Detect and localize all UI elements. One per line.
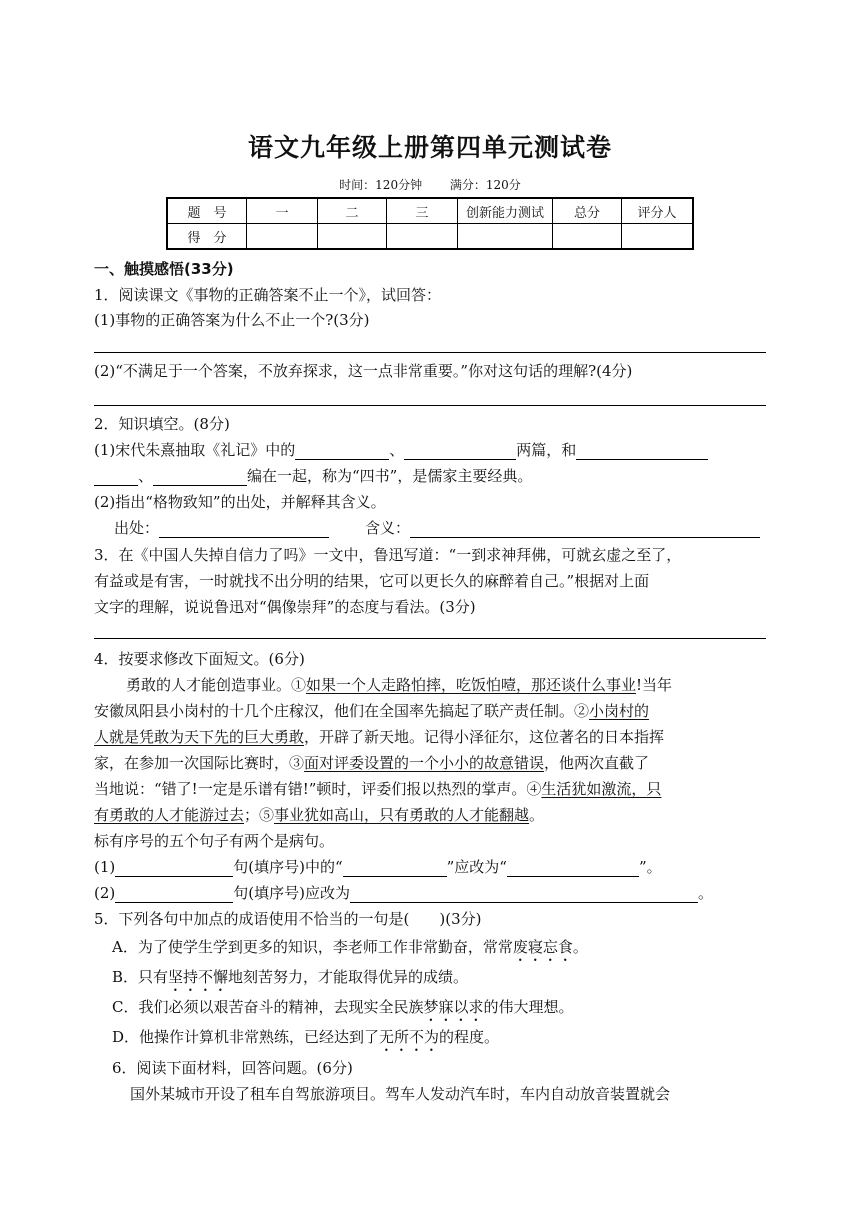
text: 句(填序号)应改为	[233, 884, 350, 902]
text: 。	[697, 884, 713, 902]
q4-passage-line	[94, 727, 766, 747]
q1-part2: (2)“不满足于一个答案，不放弃探求，这一点非常重要。”你对这句话的理解?(4分)	[94, 362, 633, 380]
q4-passage-line	[94, 779, 766, 799]
score-cell[interactable]	[553, 224, 622, 250]
text: ；⑤	[244, 806, 275, 824]
text: 家，在参加一次国际比赛时，③	[94, 754, 305, 772]
q6-line1	[94, 1084, 766, 1104]
q3-line2: 有益或是有害，一时就找不出分明的结果，它可以更长久的麻醉着自己。”根据对上面	[94, 572, 650, 590]
text: D．他操作计算机非常熟练，已经达到了	[112, 1028, 380, 1046]
text: 。	[529, 806, 545, 824]
text: B．只有	[112, 968, 169, 986]
q5-stem: 5．下列各句中加点的成语使用不恰当的一句是( )(3分)	[94, 910, 482, 928]
fill-blank[interactable]	[115, 860, 233, 877]
score-cell[interactable]	[247, 224, 318, 250]
text: (1)宋代朱熹抽取《礼记》中的	[94, 441, 296, 459]
text: A．为了使学生学到更多的知识，李老师工作非常勤奋，常常	[112, 938, 513, 956]
q6-stem: 6．阅读下面材料，回答问题。(6分)	[112, 1059, 353, 1077]
text: 的伟大理想。	[483, 998, 574, 1016]
fill-blank[interactable]	[94, 469, 138, 486]
text: 、	[389, 441, 405, 459]
score-cell[interactable]	[622, 224, 694, 250]
score-cell[interactable]	[318, 224, 387, 250]
text: 的程度。	[439, 1028, 500, 1046]
text: ，开辟了新天地。记得小泽征尔，这位著名的日本指挥	[304, 728, 665, 746]
header-cell: 总分	[553, 198, 622, 224]
row-label: 得 分	[167, 224, 247, 250]
text: 、	[138, 467, 154, 485]
answer-line[interactable]	[94, 352, 766, 353]
underlined-sentence: 有勇敢的人才能游过去	[94, 806, 245, 824]
fill-blank[interactable]	[295, 443, 389, 460]
score-cell[interactable]	[458, 224, 553, 250]
source-blank[interactable]	[159, 521, 329, 538]
q4-passage-line	[94, 675, 766, 695]
text: 编在一起，称为“四书”，是儒家主要经典。	[247, 467, 533, 485]
underlined-sentence: 小岗村的	[589, 702, 650, 720]
q2-part1-line1	[94, 440, 766, 460]
section-heading: 一、触摸感悟(33分)	[94, 260, 234, 278]
q4-stem: 4．按要求修改下面短文。(6分)	[94, 650, 305, 668]
underlined-sentence: 人就是凭敢为天下先的巨大勇敢	[94, 728, 305, 746]
underlined-sentence: 如果一个人走路怕摔，吃饭怕噎，那还谈什么事业	[306, 676, 637, 694]
text: ，他两次直截了	[544, 754, 650, 772]
dotted-idiom: 坚持不懈	[168, 968, 229, 986]
q5-option-c[interactable]	[112, 997, 784, 1025]
underlined-sentence: 事业犹如高山，只有勇敢的人才能翻越	[274, 806, 530, 824]
text: 。	[572, 938, 588, 956]
fill-blank[interactable]	[404, 443, 516, 460]
dotted-idiom: 无所不为	[379, 1028, 440, 1046]
fill-blank[interactable]	[343, 860, 447, 877]
q5-option-d[interactable]	[112, 1027, 784, 1055]
page-title: 语文九年级上册第四单元测试卷	[247, 133, 612, 162]
text: C．我们必须以艰苦奋斗的精神，去现实全民族	[112, 998, 424, 1016]
exam-meta	[94, 176, 766, 193]
fill-blank[interactable]	[576, 443, 708, 460]
fill-blank[interactable]	[350, 886, 698, 903]
full-score: 满分：120分	[449, 178, 521, 192]
text: ”。	[638, 858, 662, 876]
text: 两篇，和	[516, 441, 577, 459]
time-limit: 时间：120分钟	[339, 178, 423, 192]
text: 地刻苦努力，才能取得优异的成绩。	[228, 968, 469, 986]
meaning-label: 含义：	[365, 519, 411, 537]
text: (2)	[94, 884, 116, 902]
q2-part2: (2)指出“格物致知”的出处，并解释其含义。	[94, 493, 386, 511]
q4-passage-line	[94, 753, 766, 773]
answer-line[interactable]	[94, 638, 766, 639]
q3-line3: 文字的理解，说说鲁迅对“偶像崇拜”的态度与看法。(3分)	[94, 598, 476, 616]
header-cell: 创新能力测试	[458, 198, 553, 224]
header-cell: 题 号	[167, 198, 247, 224]
score-table-header	[167, 198, 693, 224]
fill-blank[interactable]	[153, 469, 247, 486]
q4-note: 标有序号的五个句子有两个是病句。	[94, 832, 335, 850]
q2-part1-line2	[94, 466, 766, 486]
header-cell: 三	[387, 198, 458, 224]
underlined-sentence: 面对评委设置的一个小小的故意错误	[304, 754, 545, 772]
text: !当年	[636, 676, 673, 694]
q5-option-a[interactable]	[112, 937, 784, 965]
dotted-idiom: 梦寐以求	[423, 998, 484, 1016]
q4-passage-line	[94, 805, 766, 825]
score-cell[interactable]	[387, 224, 458, 250]
q1-stem: 1．阅读课文《事物的正确答案不止一个》，试回答：	[94, 286, 442, 304]
header-cell: 评分人	[622, 198, 694, 224]
text: ”应改为“	[446, 858, 507, 876]
q4-passage-line	[94, 701, 766, 721]
q5-option-b[interactable]	[112, 967, 784, 995]
score-table	[166, 197, 694, 250]
text: 勇敢的人才能创造事业。①	[126, 676, 307, 694]
q1-part1: (1)事物的正确答案为什么不止一个?(3分)	[94, 311, 370, 329]
fill-blank[interactable]	[507, 860, 639, 877]
header-cell: 二	[318, 198, 387, 224]
text: 当地说：“错了!一定是乐谱有错!”顿时，评委们报以热烈的掌声。④	[94, 780, 542, 798]
header-cell: 一	[247, 198, 318, 224]
text: 句(填序号)中的“	[233, 858, 343, 876]
dotted-idiom: 废寝忘食	[512, 938, 573, 956]
text: 安徽凤阳县小岗村的十几个庄稼汉，他们在全国率先搞起了联产责任制。②	[94, 702, 590, 720]
fill-blank[interactable]	[115, 886, 233, 903]
q2-stem: 2．知识填空。(8分)	[94, 415, 230, 433]
text: (1)	[94, 858, 116, 876]
q4-answer-2	[94, 883, 766, 903]
meaning-blank[interactable]	[410, 521, 760, 538]
underlined-sentence: 生活犹如激流，只	[541, 780, 662, 798]
q4-answer-1	[94, 857, 766, 877]
score-table-row	[167, 224, 693, 250]
q3-line1: 3．在《中国人失掉自信力了吗》一文中，鲁迅写道：“一到求神拜佛，可就玄虚之至了，	[94, 546, 682, 564]
q2-answer-row	[94, 518, 766, 538]
text: 国外某城市开设了租车自驾旅游项目。驾车人发动汽车时，车内自动放音装置就会	[130, 1085, 671, 1103]
answer-line[interactable]	[94, 405, 766, 406]
source-label: 出处：	[114, 519, 160, 537]
